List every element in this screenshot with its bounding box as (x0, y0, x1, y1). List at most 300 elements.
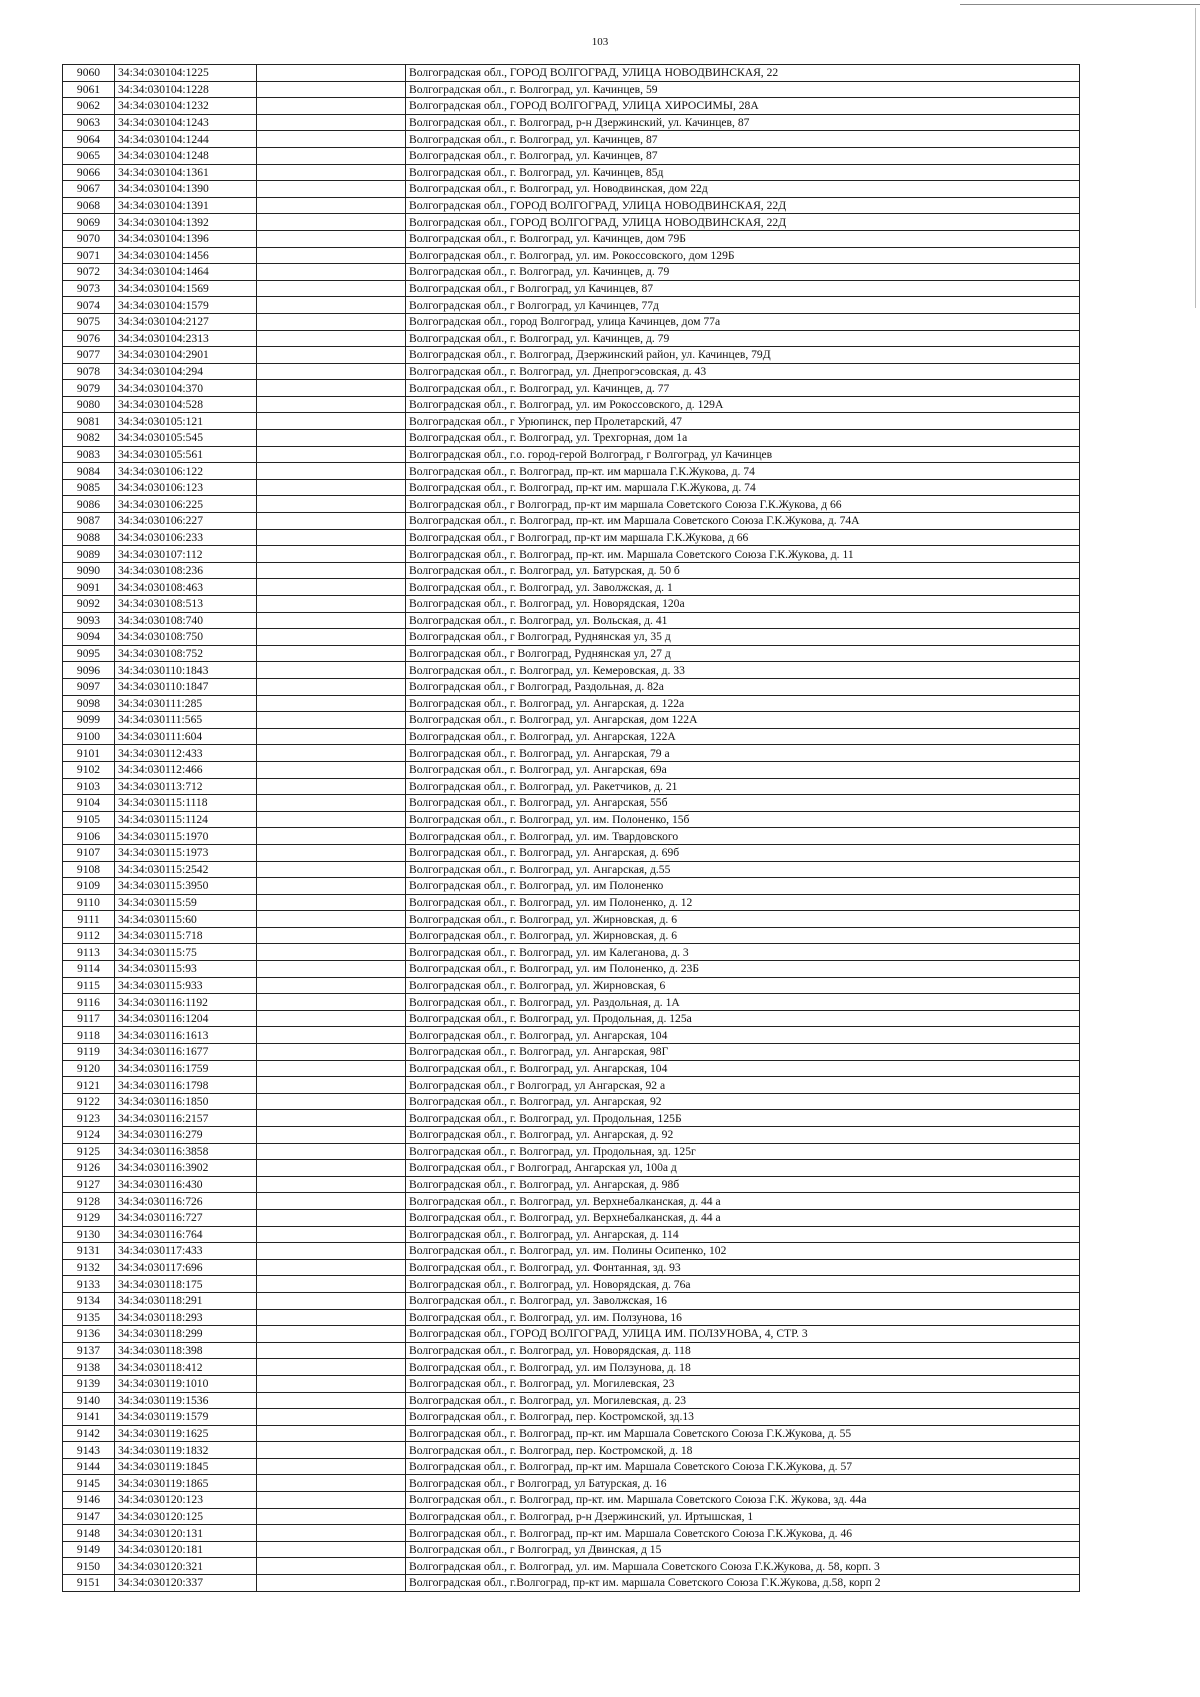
address: Волгоградская обл., г. Волгоград, Дзержинский район, ул. Качинцев, 79Д (406, 347, 1080, 364)
address: Волгоградская обл., г. Волгоград, ул. Могилевская, д. 23 (406, 1392, 1080, 1409)
row-number: 9144 (63, 1458, 115, 1475)
cadastral-number: 34:34:030113:712 (115, 778, 257, 795)
empty-cell (257, 280, 406, 297)
cadastral-number: 34:34:030104:1579 (115, 297, 257, 314)
empty-cell (257, 811, 406, 828)
address: Волгоградская обл., г. Волгоград, ул. Продольная, 125Б (406, 1110, 1080, 1127)
cadastral-number: 34:34:030119:1579 (115, 1409, 257, 1426)
table-row (63, 1193, 1080, 1210)
empty-cell (257, 844, 406, 861)
row-number: 9084 (63, 463, 115, 480)
table-row (63, 313, 1080, 330)
row-number: 9090 (63, 562, 115, 579)
table-row (63, 114, 1080, 131)
empty-cell (257, 463, 406, 480)
empty-cell (257, 645, 406, 662)
empty-cell (257, 745, 406, 762)
address: Волгоградская обл., г. Волгоград, ул. Ангарская, 69а (406, 761, 1080, 778)
cadastral-number: 34:34:030108:463 (115, 579, 257, 596)
row-number: 9146 (63, 1492, 115, 1509)
cadastral-number: 34:34:030115:3950 (115, 878, 257, 895)
address: Волгоградская обл., г. Волгоград, ул. Новорядская, д. 118 (406, 1342, 1080, 1359)
table-row (63, 994, 1080, 1011)
table-row (63, 1475, 1080, 1492)
cadastral-number: 34:34:030110:1843 (115, 662, 257, 679)
row-number: 9067 (63, 181, 115, 198)
address: Волгоградская обл., г. Волгоград, ул. Днепрогэсовская, д. 43 (406, 363, 1080, 380)
address: Волгоградская обл., г. Волгоград, ул. Качинцев, 85д (406, 164, 1080, 181)
empty-cell (257, 1027, 406, 1044)
table-row (63, 380, 1080, 397)
address: Волгоградская обл., г. Волгоград, ул. Трехгорная, дом 1а (406, 430, 1080, 447)
address: Волгоградская обл., г. Волгоград, ул. Раздольная, д. 1А (406, 994, 1080, 1011)
table-row (63, 1276, 1080, 1293)
row-number: 9066 (63, 164, 115, 181)
cadastral-number: 34:34:030118:293 (115, 1309, 257, 1326)
empty-cell (257, 1143, 406, 1160)
row-number: 9126 (63, 1160, 115, 1177)
address: Волгоградская обл., г. Волгоград, ул. Качинцев, д. 79 (406, 330, 1080, 347)
table-row (63, 479, 1080, 496)
empty-cell (257, 247, 406, 264)
cadastral-number: 34:34:030116:1613 (115, 1027, 257, 1044)
table-row (63, 214, 1080, 231)
row-number: 9078 (63, 363, 115, 380)
empty-cell (257, 861, 406, 878)
cadastral-number: 34:34:030119:1865 (115, 1475, 257, 1492)
empty-cell (257, 1425, 406, 1442)
empty-cell (257, 562, 406, 579)
cadastral-number: 34:34:030115:75 (115, 944, 257, 961)
table-row (63, 745, 1080, 762)
row-number: 9105 (63, 811, 115, 828)
address: Волгоградская обл., г. Волгоград, пр-кт им. Маршала Советского Союза Г.К.Жукова, д. 57 (406, 1458, 1080, 1475)
empty-cell (257, 1359, 406, 1376)
address: Волгоградская обл., г. Волгоград, ул. Ангарская, д. 114 (406, 1226, 1080, 1243)
empty-cell (257, 1558, 406, 1575)
address: Волгоградская обл., г. Волгоград, пер. Костромской, зд.13 (406, 1409, 1080, 1426)
row-number: 9110 (63, 894, 115, 911)
empty-cell (257, 1475, 406, 1492)
cadastral-number: 34:34:030115:93 (115, 961, 257, 978)
scan-edge-line-top (960, 4, 1200, 5)
empty-cell (257, 761, 406, 778)
table-row (63, 1425, 1080, 1442)
row-number: 9099 (63, 712, 115, 729)
address: Волгоградская обл., г. Волгоград, ул. им Рокоссовского, д. 129А (406, 396, 1080, 413)
empty-cell (257, 479, 406, 496)
table-row (63, 795, 1080, 812)
row-number: 9079 (63, 380, 115, 397)
cadastral-number: 34:34:030119:1832 (115, 1442, 257, 1459)
row-number: 9132 (63, 1259, 115, 1276)
table-row (63, 529, 1080, 546)
address: Волгоградская обл., г. Волгоград, ул. Ангарская, 122А (406, 728, 1080, 745)
table-row (63, 1110, 1080, 1127)
cadastral-number: 34:34:030116:764 (115, 1226, 257, 1243)
empty-cell (257, 197, 406, 214)
address: Волгоградская обл., г. Волгоград, пр-кт им. Маршала Советского Союза Г.К.Жукова, д. 46 (406, 1525, 1080, 1542)
row-number: 9108 (63, 861, 115, 878)
cadastral-number: 34:34:030118:175 (115, 1276, 257, 1293)
row-number: 9122 (63, 1093, 115, 1110)
row-number: 9073 (63, 280, 115, 297)
row-number: 9141 (63, 1409, 115, 1426)
cadastral-number: 34:34:030108:513 (115, 596, 257, 613)
row-number: 9134 (63, 1292, 115, 1309)
address: Волгоградская обл., г Волгоград, Руднянская ул, 35 д (406, 629, 1080, 646)
address: Волгоградская обл., г. Волгоград, ул. им. Полоненко, 15б (406, 811, 1080, 828)
address: Волгоградская обл., г. Волгоград, ул. Ангарская, 79 а (406, 745, 1080, 762)
cadastral-number: 34:34:030111:604 (115, 728, 257, 745)
cadastral-number: 34:34:030118:299 (115, 1326, 257, 1343)
cadastral-number: 34:34:030104:1361 (115, 164, 257, 181)
row-number: 9077 (63, 347, 115, 364)
row-number: 9085 (63, 479, 115, 496)
empty-cell (257, 264, 406, 281)
address: Волгоградская обл., г. Волгоград, ул. Верхнебалканская, д. 44 а (406, 1193, 1080, 1210)
address: Волгоградская обл., г Волгоград, ул Качинцев, 87 (406, 280, 1080, 297)
table-row (63, 1292, 1080, 1309)
empty-cell (257, 728, 406, 745)
table-row (63, 977, 1080, 994)
table-row (63, 330, 1080, 347)
table-row (63, 1392, 1080, 1409)
table-row (63, 927, 1080, 944)
address: Волгоградская обл., г. Волгоград, пр-кт. им Маршала Советского Союза Г.К.Жукова, д. 55 (406, 1425, 1080, 1442)
address: Волгоградская обл., г. Волгоград, ул. Качинцев, дом 79Б (406, 230, 1080, 247)
cadastral-number: 34:34:030112:433 (115, 745, 257, 762)
empty-cell (257, 596, 406, 613)
table-row (63, 65, 1080, 82)
row-number: 9139 (63, 1375, 115, 1392)
table-row (63, 579, 1080, 596)
table-row (63, 1541, 1080, 1558)
cadastral-number: 34:34:030116:726 (115, 1193, 257, 1210)
address: Волгоградская обл., г. Волгоград, пр-кт. им. Маршала Советского Союза Г.К.Жукова, д. 11 (406, 546, 1080, 563)
address: Волгоградская обл., г. Волгоград, ул. Ангарская, д. 92 (406, 1127, 1080, 1144)
cadastral-number: 34:34:030105:121 (115, 413, 257, 430)
table-row (63, 230, 1080, 247)
row-number: 9086 (63, 496, 115, 513)
empty-cell (257, 413, 406, 430)
address: Волгоградская обл., г. Волгоград, ул. Жирновская, 6 (406, 977, 1080, 994)
empty-cell (257, 911, 406, 928)
empty-cell (257, 1110, 406, 1127)
row-number: 9131 (63, 1243, 115, 1260)
address: Волгоградская обл., г. Волгоград, ул. Заволжская, д. 1 (406, 579, 1080, 596)
scan-edge-line-right (1195, 8, 1196, 308)
empty-cell (257, 114, 406, 131)
row-number: 9080 (63, 396, 115, 413)
address: Волгоградская обл., г. Волгоград, пр-кт им. маршала Г.К.Жукова, д. 74 (406, 479, 1080, 496)
address: Волгоградская обл., г. Волгоград, ул. Ангарская, д. 69б (406, 844, 1080, 861)
table-row (63, 1243, 1080, 1260)
cadastral-number: 34:34:030115:59 (115, 894, 257, 911)
row-number: 9124 (63, 1127, 115, 1144)
table-row (63, 430, 1080, 447)
table-row (63, 1259, 1080, 1276)
row-number: 9148 (63, 1525, 115, 1542)
empty-cell (257, 1044, 406, 1061)
cadastral-number: 34:34:030116:1850 (115, 1093, 257, 1110)
cadastral-number: 34:34:030104:1390 (115, 181, 257, 198)
table-row (63, 280, 1080, 297)
empty-cell (257, 65, 406, 82)
address: Волгоградская обл., г Волгоград, ул Батурская, д. 16 (406, 1475, 1080, 1492)
cadastral-number: 34:34:030105:545 (115, 430, 257, 447)
address: Волгоградская обл., г. Волгоград, ул. им. Рокоссовского, дом 129Б (406, 247, 1080, 264)
row-number: 9143 (63, 1442, 115, 1459)
address: Волгоградская обл., г. Волгоград, ул. Продольная, д. 125а (406, 1010, 1080, 1027)
cadastral-number: 34:34:030108:740 (115, 612, 257, 629)
row-number: 9129 (63, 1209, 115, 1226)
empty-cell (257, 1375, 406, 1392)
empty-cell (257, 712, 406, 729)
empty-cell (257, 330, 406, 347)
row-number: 9113 (63, 944, 115, 961)
empty-cell (257, 347, 406, 364)
empty-cell (257, 927, 406, 944)
table-row (63, 1326, 1080, 1343)
address: Волгоградская обл., г. Волгоград, ул. Ракетчиков, д. 21 (406, 778, 1080, 795)
table-row (63, 131, 1080, 148)
row-number: 9101 (63, 745, 115, 762)
row-number: 9111 (63, 911, 115, 928)
address: Волгоградская обл., г Волгоград, ул Качинцев, 77д (406, 297, 1080, 314)
cadastral-number: 34:34:030116:430 (115, 1176, 257, 1193)
cadastral-number: 34:34:030104:1244 (115, 131, 257, 148)
address: Волгоградская обл., г. Волгоград, ул. Жирновская, д. 6 (406, 911, 1080, 928)
table-row (63, 811, 1080, 828)
cadastral-number: 34:34:030116:1204 (115, 1010, 257, 1027)
cadastral-number: 34:34:030108:752 (115, 645, 257, 662)
row-number: 9130 (63, 1226, 115, 1243)
table-row (63, 1458, 1080, 1475)
empty-cell (257, 662, 406, 679)
address: Волгоградская обл., ГОРОД ВОЛГОГРАД, УЛИЦА ХИРОСИМЫ, 28А (406, 98, 1080, 115)
row-number: 9142 (63, 1425, 115, 1442)
table-row (63, 1442, 1080, 1459)
empty-cell (257, 612, 406, 629)
empty-cell (257, 214, 406, 231)
cadastral-number: 34:34:030118:398 (115, 1342, 257, 1359)
table-row (63, 878, 1080, 895)
address: Волгоградская обл., г Волгоград, ул Ангарская, 92 а (406, 1077, 1080, 1094)
cadastral-number: 34:34:030110:1847 (115, 678, 257, 695)
row-number: 9106 (63, 828, 115, 845)
address: Волгоградская обл., г. Волгоград, ул. Качинцев, 87 (406, 131, 1080, 148)
table-row (63, 944, 1080, 961)
registry-table-body (63, 65, 1080, 1592)
address: Волгоградская обл., г. Волгоград, ул. Заволжская, 16 (406, 1292, 1080, 1309)
cadastral-number: 34:34:030104:370 (115, 380, 257, 397)
row-number: 9096 (63, 662, 115, 679)
row-number: 9112 (63, 927, 115, 944)
table-row (63, 961, 1080, 978)
empty-cell (257, 1226, 406, 1243)
address: Волгоградская обл., г. Волгоград, пр-кт. им Маршала Советского Союза Г.К.Жукова, д. 74А (406, 513, 1080, 530)
row-number: 9076 (63, 330, 115, 347)
cadastral-number: 34:34:030106:225 (115, 496, 257, 513)
address: Волгоградская обл., г. Волгоград, ул. Жирновская, д. 6 (406, 927, 1080, 944)
address: Волгоградская обл., г. Волгоград, ул. им Калеганова, д. 3 (406, 944, 1080, 961)
row-number: 9070 (63, 230, 115, 247)
address: Волгоградская обл., г. Волгоград, ул. Фонтанная, зд. 93 (406, 1259, 1080, 1276)
row-number: 9094 (63, 629, 115, 646)
address: Волгоградская обл., г. Волгоград, ул. Ангарская, 98Г (406, 1044, 1080, 1061)
empty-cell (257, 678, 406, 695)
address: Волгоградская обл., г. Волгоград, пр-кт. им. Маршала Советского Союза Г.К. Жукова, зд. 44а (406, 1492, 1080, 1509)
empty-cell (257, 446, 406, 463)
empty-cell (257, 496, 406, 513)
cadastral-number: 34:34:030115:1973 (115, 844, 257, 861)
table-row (63, 1558, 1080, 1575)
table-row (63, 1027, 1080, 1044)
empty-cell (257, 98, 406, 115)
cadastral-number: 34:34:030104:1243 (115, 114, 257, 131)
cadastral-number: 34:34:030104:528 (115, 396, 257, 413)
address: Волгоградская обл., г. Волгоград, ул. им Полоненко (406, 878, 1080, 895)
row-number: 9116 (63, 994, 115, 1011)
address: Волгоградская обл., ГОРОД ВОЛГОГРАД, УЛИЦА НОВОДВИНСКАЯ, 22 (406, 65, 1080, 82)
address: Волгоградская обл., г. Волгоград, ул. Качинцев, 87 (406, 147, 1080, 164)
address: Волгоградская обл., г. Волгоград, ул. Верхнебалканская, д. 44 а (406, 1209, 1080, 1226)
address: Волгоградская обл., г Волгоград, ул Двинская, д 15 (406, 1541, 1080, 1558)
row-number: 9104 (63, 795, 115, 812)
empty-cell (257, 147, 406, 164)
empty-cell (257, 1010, 406, 1027)
cadastral-number: 34:34:030116:3858 (115, 1143, 257, 1160)
table-row (63, 612, 1080, 629)
row-number: 9118 (63, 1027, 115, 1044)
row-number: 9109 (63, 878, 115, 895)
table-row (63, 1575, 1080, 1592)
empty-cell (257, 1060, 406, 1077)
address: Волгоградская обл., ГОРОД ВОЛГОГРАД, УЛИЦА НОВОДВИНСКАЯ, 22Д (406, 197, 1080, 214)
cadastral-number: 34:34:030115:60 (115, 911, 257, 928)
cadastral-number: 34:34:030118:412 (115, 1359, 257, 1376)
empty-cell (257, 363, 406, 380)
empty-cell (257, 380, 406, 397)
row-number: 9138 (63, 1359, 115, 1376)
registry-table (62, 64, 1080, 1592)
table-row (63, 1093, 1080, 1110)
empty-cell (257, 1259, 406, 1276)
address: Волгоградская обл., г. Волгоград, ул. Ангарская, д. 122а (406, 695, 1080, 712)
table-row (63, 147, 1080, 164)
table-row (63, 513, 1080, 530)
empty-cell (257, 944, 406, 961)
table-row (63, 562, 1080, 579)
empty-cell (257, 579, 406, 596)
empty-cell (257, 1209, 406, 1226)
empty-cell (257, 977, 406, 994)
cadastral-number: 34:34:030111:285 (115, 695, 257, 712)
table-row (63, 1176, 1080, 1193)
empty-cell (257, 1292, 406, 1309)
cadastral-number: 34:34:030116:2157 (115, 1110, 257, 1127)
address: Волгоградская обл., г Волгоград, Руднянская ул, 27 д (406, 645, 1080, 662)
row-number: 9063 (63, 114, 115, 131)
cadastral-number: 34:34:030104:1391 (115, 197, 257, 214)
table-row (63, 297, 1080, 314)
empty-cell (257, 1176, 406, 1193)
empty-cell (257, 1392, 406, 1409)
table-row (63, 98, 1080, 115)
row-number: 9075 (63, 313, 115, 330)
address: Волгоградская обл., г. Волгоград, ул. Батурская, д. 50 б (406, 562, 1080, 579)
cadastral-number: 34:34:030104:1228 (115, 81, 257, 98)
address: Волгоградская обл., г. Волгоград, ул. Ангарская, 92 (406, 1093, 1080, 1110)
cadastral-number: 34:34:030119:1625 (115, 1425, 257, 1442)
page-number: 103 (591, 36, 609, 48)
row-number: 9082 (63, 430, 115, 447)
address: Волгоградская обл., г. Волгоград, пр-кт. им маршала Г.К.Жукова, д. 74 (406, 463, 1080, 480)
table-row (63, 778, 1080, 795)
table-row (63, 1127, 1080, 1144)
address: Волгоградская обл., г. Волгоград, ул. Кемеровская, д. 33 (406, 662, 1080, 679)
cadastral-number: 34:34:030106:227 (115, 513, 257, 530)
address: Волгоградская обл., г. Волгоград, ул. им Полоненко, д. 23Б (406, 961, 1080, 978)
empty-cell (257, 1442, 406, 1459)
cadastral-number: 34:34:030119:1845 (115, 1458, 257, 1475)
cadastral-number: 34:34:030119:1536 (115, 1392, 257, 1409)
table-row (63, 662, 1080, 679)
address: Волгоградская обл., г. Волгоград, ул. Ангарская, 104 (406, 1027, 1080, 1044)
address: Волгоградская обл., г.Волгоград, пр-кт им. маршала Советского Союза Г.К.Жукова, д.58, корп 2 (406, 1575, 1080, 1592)
table-row (63, 546, 1080, 563)
table-row (63, 629, 1080, 646)
empty-cell (257, 828, 406, 845)
cadastral-number: 34:34:030104:1392 (115, 214, 257, 231)
address: Волгоградская обл., г Волгоград, Ангарская ул, 100а д (406, 1160, 1080, 1177)
empty-cell (257, 1077, 406, 1094)
row-number: 9083 (63, 446, 115, 463)
cadastral-number: 34:34:030108:236 (115, 562, 257, 579)
address: Волгоградская обл., г. Волгоград, ул. им. Ползунова, 16 (406, 1309, 1080, 1326)
table-row (63, 181, 1080, 198)
table-row (63, 1044, 1080, 1061)
cadastral-number: 34:34:030115:1970 (115, 828, 257, 845)
row-number: 9125 (63, 1143, 115, 1160)
address: Волгоградская обл., г. Волгоград, ул. Качинцев, д. 79 (406, 264, 1080, 281)
table-row (63, 164, 1080, 181)
cadastral-number: 34:34:030120:131 (115, 1525, 257, 1542)
empty-cell (257, 1492, 406, 1509)
empty-cell (257, 994, 406, 1011)
cadastral-number: 34:34:030116:3902 (115, 1160, 257, 1177)
row-number: 9107 (63, 844, 115, 861)
cadastral-number: 34:34:030116:1759 (115, 1060, 257, 1077)
table-row (63, 1525, 1080, 1542)
cadastral-number: 34:34:030116:1798 (115, 1077, 257, 1094)
table-row (63, 363, 1080, 380)
empty-cell (257, 131, 406, 148)
row-number: 9072 (63, 264, 115, 281)
table-row (63, 844, 1080, 861)
address: Волгоградская обл., г. Волгоград, ул. Ангарская, 104 (406, 1060, 1080, 1077)
address: Волгоградская обл., г. Волгоград, ул. Новорядская, д. 76а (406, 1276, 1080, 1293)
cadastral-number: 34:34:030104:1464 (115, 264, 257, 281)
cadastral-number: 34:34:030104:1456 (115, 247, 257, 264)
row-number: 9117 (63, 1010, 115, 1027)
empty-cell (257, 1409, 406, 1426)
row-number: 9100 (63, 728, 115, 745)
cadastral-number: 34:34:030117:696 (115, 1259, 257, 1276)
empty-cell (257, 81, 406, 98)
row-number: 9088 (63, 529, 115, 546)
